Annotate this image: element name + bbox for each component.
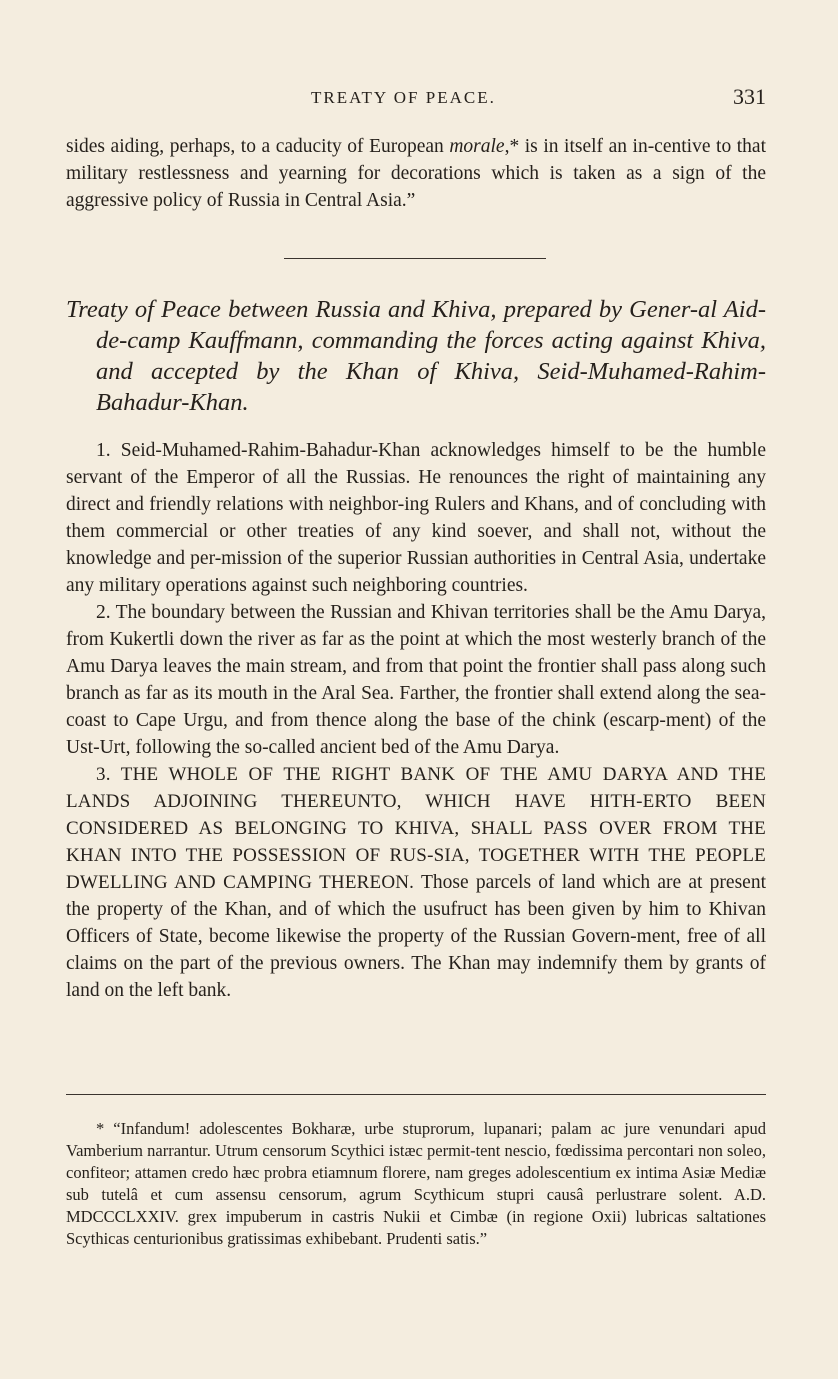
intro-italic-word: morale — [449, 136, 505, 157]
running-head — [66, 84, 766, 114]
treaty-title-text: Treaty of Peace between Russia and Khiva, prepared by Gener-al Aid-de-camp Kauffmann, commanding the forces acting against Khiva, and accepted by the Khan of Khiva, Seid-Muhamed-Rahim-Bahadur-Khan. — [66, 296, 766, 416]
article-1: 1. Seid-Muhamed-Rahim-Bahadur-Khan acknowledges himself to be the humble servant of the Emperor of all the Russias. He renounces the right of maintaining any direct and friendly relations with neighbor-ing Rulers and Khans, and of concluding with them commercial or other treaties of any kind soever, and shall not, without the knowledge and per-mission of the superior Russian authorities in Central Asia, undertake any military operations against such neighboring countries. — [66, 440, 766, 596]
intro-paragraph — [66, 133, 766, 214]
footnote-divider — [66, 1094, 766, 1095]
treaty-heading — [66, 294, 766, 418]
running-title: TREATY OF PEACE. — [311, 88, 496, 107]
footnote — [66, 1118, 766, 1250]
article-2: 2. The boundary between the Russian and Khivan territories shall be the Amu Darya, from Kukertli down the river as far as the point at which the most westerly branch of the Amu Darya leaves the main stream, and from that point the frontier shall pass along such branch as far as its mouth in the Aral Sea. Farther, the frontier shall extend along the sea-coast to Cape Urgu, and from thence along the base of the chink (escarp-ment) of the Ust-Urt, following the so-called ancient bed of the Amu Darya. — [66, 602, 766, 758]
article-3-text: Those parcels of land which are at present the property of the Khan, and of which the usufruct has been given by him to Khivan Officers of State, become likewise the property of the Russian Govern-ment, free of all claims on the part of the previous owners. The Khan may indemnify them by grants of land on the left bank. — [66, 872, 766, 1001]
intro-before-italic: sides aiding, perhaps, to a caducity of European — [66, 136, 450, 157]
footnote-text: * “Infandum! adolescentes Bokharæ, urbe stuprorum, lupanari; palam ac jure venundari apud Vamberium narrantur. Utrum censorum Scythici istæc permit-tent nescio, fœdissima percontari non soleo, confiteor; attamen credo hæc probra etiamnum florere, nam greges adolescentium ex intima Asiæ Mediæ sub tutelâ et cum assensu censorum, agrum Scythicum stupri causâ perlustrare solent. A.D. MDCCCLXXIV. grex impuberum in castris Nukii et Cimbæ (in regione Oxii) lubricas saltationes Scythicas centurionibus gratissimas exhibebant. Prudenti satis.” — [66, 1119, 766, 1248]
intro-after-italic: ,* is in itself an in-centive to that military restlessness and yearning for decorations which is taken as a sign of the aggressive policy of Russia in Central Asia.” — [66, 136, 766, 211]
page-number: 331 — [733, 84, 766, 109]
intro-text — [66, 133, 766, 214]
article-3-caps: 3. THE WHOLE OF THE RIGHT BANK OF THE AMU DARYA AND THE LANDS ADJOINING THEREUNTO, WHICH HAVE HITH-ERTO BEEN CONSIDERED AS BELONGING TO KHIVA, SHALL PASS OVER FROM THE KHAN INTO THE POSSESSION OF RUS-SIA, TOGETHER WITH THE PEOPLE DWELLING AND CAMPING THEREON. — [66, 764, 766, 893]
treaty-articles — [66, 437, 766, 1004]
article-3 — [66, 761, 766, 1004]
section-divider — [284, 258, 546, 259]
